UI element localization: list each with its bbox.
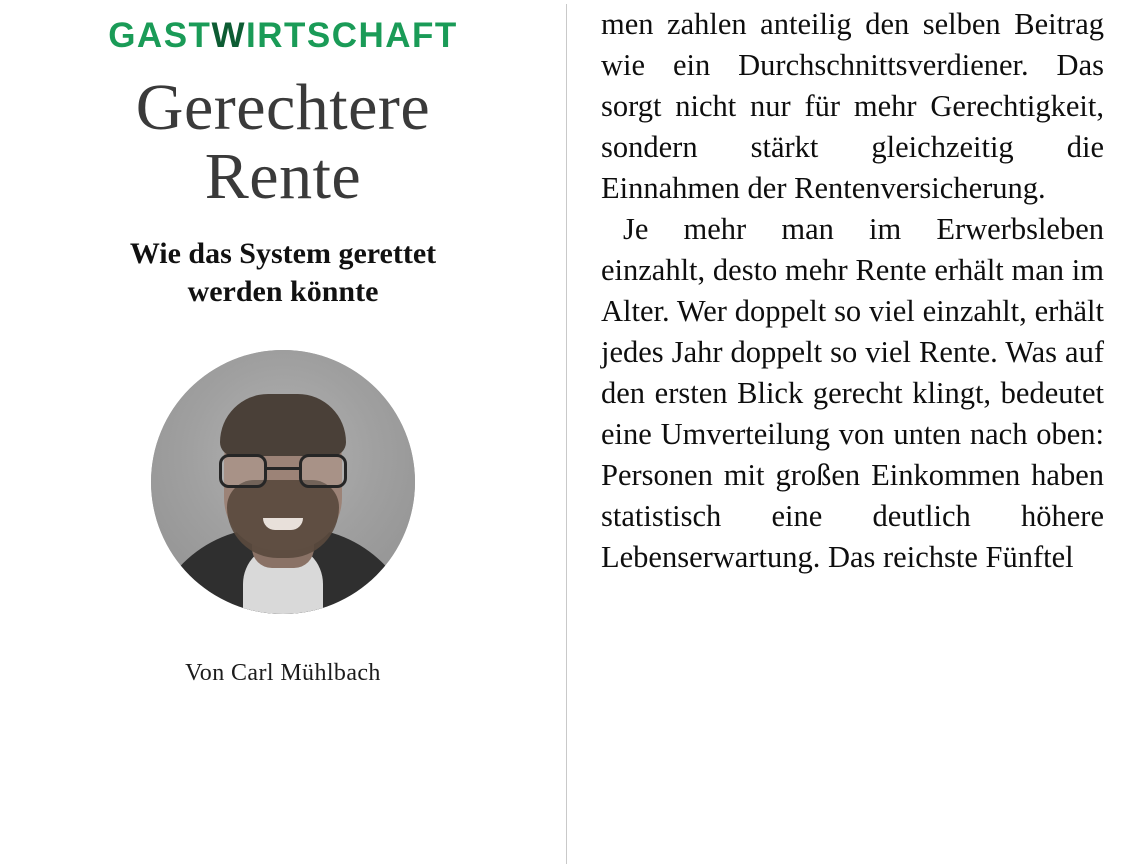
article-body-column (567, 0, 1138, 864)
kicker-part-1: GAST (108, 16, 212, 55)
kicker-part-3: IRTSCHAFT (245, 16, 458, 55)
portrait-lens-right (299, 454, 347, 488)
avatar (151, 350, 415, 614)
author-photo-wrapper (151, 350, 415, 614)
article-body (601, 4, 1104, 578)
portrait-mouth (263, 518, 303, 530)
subheadline-line-1: Wie das System gerettet (129, 237, 437, 271)
body-paragraph: Je mehr man im Erwerbsleben einzahlt, desto mehr Rente erhält man im Alter. Wer doppelt so viel einzahlt, erhält jedes Jahr doppelt so viel Rente. Was auf den ersten Blick gerecht klingt, bedeutet eine Umverteilung von unten nach oben: Personen mit großen Einkommen haben statistisch eine deutlich höhere Lebenserwartung. Das reichste Fünftel (601, 212, 1104, 575)
article-subheadline (130, 235, 436, 310)
headline-line-2: Rente (204, 139, 362, 213)
article-header-column (0, 0, 566, 864)
portrait-hair (220, 394, 346, 456)
section-kicker (108, 16, 458, 56)
kicker-part-2: W (211, 16, 246, 55)
body-paragraph: men zahlen anteilig den selben Beitrag wie ein Durchschnittsverdiener. Das sorgt nicht nur für mehr Gerechtigkeit, sondern stärkt gleichzeitig die Einnahmen der Rentenversicherung. (601, 7, 1104, 206)
headline-line-1: Gerechtere (135, 71, 431, 144)
subheadline-line-2: werden könnte (187, 274, 379, 308)
glasses-icon (219, 454, 347, 488)
portrait-glasses-bridge (267, 467, 299, 470)
byline: Von Carl Mühlbach (185, 660, 381, 687)
portrait-lens-left (219, 454, 267, 488)
page-title (135, 71, 431, 213)
